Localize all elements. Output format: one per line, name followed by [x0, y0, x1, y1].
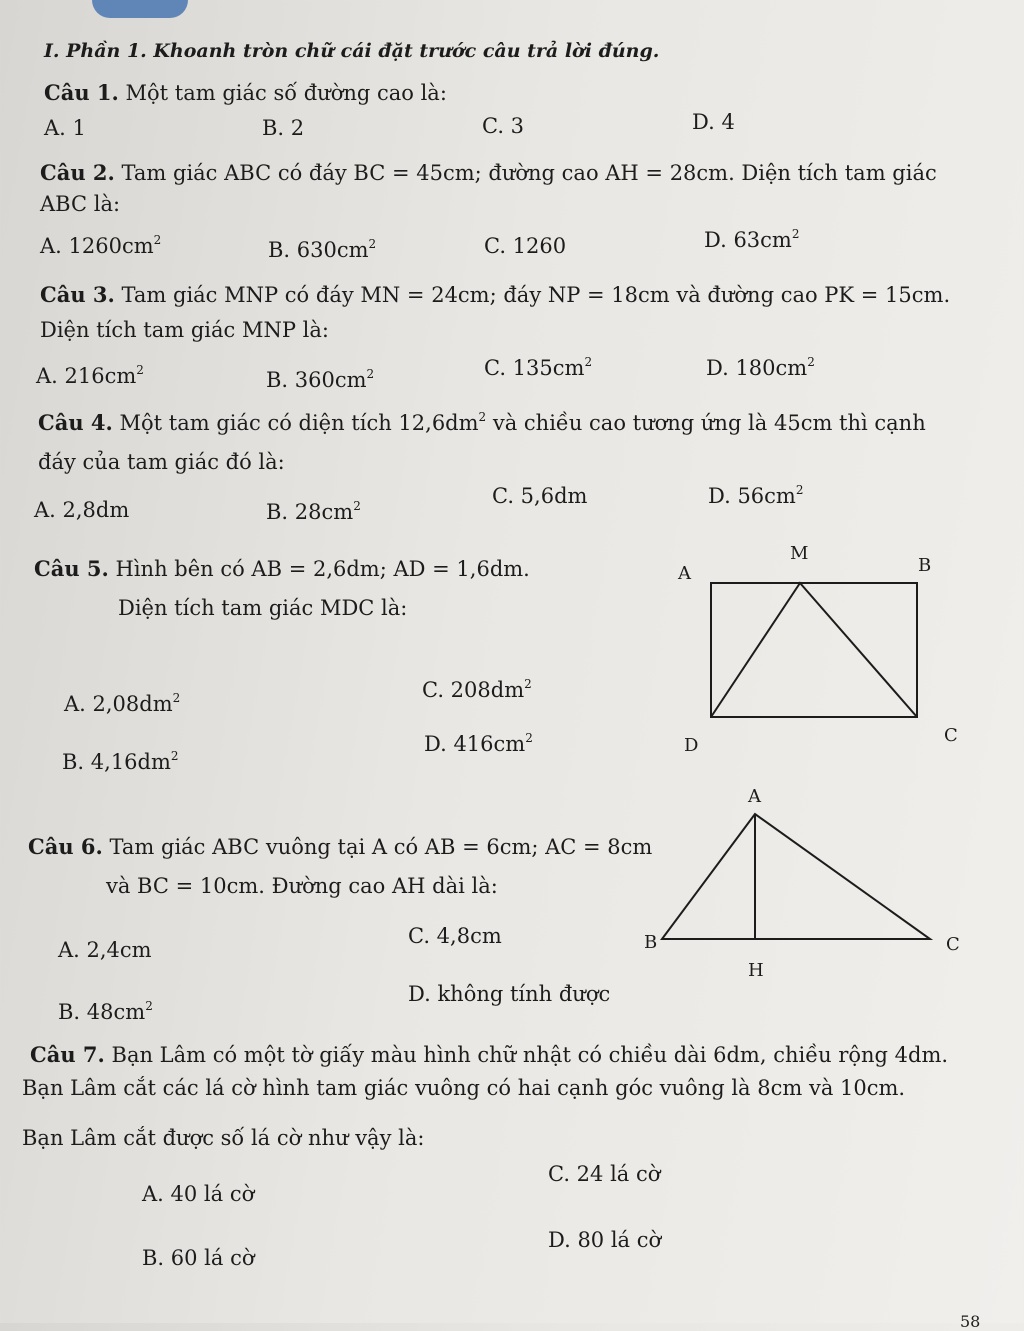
question-4-line1: Một tam giác có diện tích 12,6dm [119, 411, 479, 435]
q5-option-a-sup: 2 [172, 691, 181, 705]
q5-option-d-text: D. 416cm [424, 732, 526, 756]
q2-option-c-text: C. 1260 [484, 234, 567, 258]
q2-option-b[interactable] [268, 237, 377, 262]
q5-option-b-text: B. 4,16dm [62, 750, 171, 774]
q3-option-b-text: B. 360cm [266, 368, 367, 392]
q3-option-d[interactable] [706, 355, 815, 380]
q4-option-b-text: B. 28cm [266, 500, 354, 524]
question-3 [40, 284, 950, 306]
q6-option-a[interactable] [58, 940, 152, 961]
q1-option-c[interactable]: C. 3 [482, 114, 525, 138]
question-1-label: Câu 1. [44, 80, 119, 105]
q4-option-a[interactable] [34, 500, 129, 521]
question-1 [44, 82, 447, 104]
q6-label-h: H [748, 960, 764, 981]
q6-option-c-text: C. 4,8cm [408, 924, 502, 948]
q3-option-c-text: C. 135cm [484, 356, 585, 380]
question-4-line1-sup: 2 [478, 410, 487, 424]
question-2-line1: Tam giác ABC có đáy BC = 45cm; đường cao AH = 28cm. Diện tích tam giác [121, 161, 937, 185]
question-3-label: Câu 3. [40, 282, 115, 307]
q2-option-b-sup: 2 [368, 237, 377, 251]
q2-option-b-text: B. 630cm [268, 238, 369, 262]
q5-label-d: D [684, 735, 699, 756]
question-2-line2: ABC là: [40, 192, 121, 216]
q2-option-a-sup: 2 [153, 233, 162, 247]
q7-option-b[interactable]: B. 60 lá cờ [142, 1246, 255, 1270]
q4-option-c-text: C. 5,6dm [492, 484, 588, 508]
q3-option-a-sup: 2 [136, 363, 144, 377]
question-7-line2: Bạn Lâm cắt các lá cờ hình tam giác vuông có hai cạnh góc vuông là 8cm và 10cm. [22, 1076, 906, 1100]
q3-option-b-sup: 2 [366, 367, 375, 381]
q2-option-a-text: A. 1260cm [40, 234, 154, 258]
q6-option-a-text: A. 2,4cm [58, 938, 152, 962]
question-3-line1: Tam giác MNP có đáy MN = 24cm; đáy NP = 18cm và đường cao PK = 15cm. [121, 283, 951, 307]
q6-option-b[interactable] [58, 999, 153, 1024]
rectangle-abcd [711, 583, 917, 717]
q1-option-a[interactable]: A. 1 [44, 116, 86, 140]
q2-option-c[interactable] [484, 236, 566, 257]
q2-option-d[interactable] [704, 227, 800, 252]
question-7-line3: Bạn Lâm cắt được số lá cờ như vậy là: [22, 1126, 425, 1150]
q6-option-d[interactable] [408, 984, 610, 1005]
q6-label-b: B [644, 932, 658, 953]
q6-option-c[interactable] [408, 926, 502, 947]
q5-rectangle-figure [660, 535, 980, 770]
q5-option-a[interactable] [64, 691, 181, 716]
q6-triangle-figure [640, 782, 980, 982]
q6-label-c: C [946, 934, 960, 955]
question-2 [40, 162, 937, 184]
question-4-line2: đáy của tam giác đó là: [38, 450, 285, 474]
q3-option-d-sup: 2 [807, 355, 815, 369]
page-number: 58 [960, 1312, 981, 1331]
q5-option-b-sup: 2 [170, 749, 179, 763]
q2-option-d-sup: 2 [791, 227, 800, 241]
q5-option-c-text: C. 208dm [422, 678, 525, 702]
q6-option-b-text: B. 48cm [58, 1000, 146, 1024]
triangle-mdc-edges [711, 583, 917, 717]
question-7-line1: Bạn Lâm có một tờ giấy màu hình chữ nhật có chiều dài 6dm, chiều rộng 4dm. [111, 1043, 949, 1067]
q5-label-c: C [944, 725, 958, 746]
q3-option-a[interactable] [36, 363, 144, 388]
q4-option-c[interactable] [492, 486, 587, 507]
question-3-line2: Diện tích tam giác MNP là: [40, 318, 329, 342]
section-title: I. Phần 1. Khoanh tròn chữ cái đặt trước câu trả lời đúng. [44, 40, 660, 62]
q7-option-c[interactable]: C. 24 lá cờ [548, 1162, 661, 1186]
q4-option-b-sup: 2 [353, 499, 361, 513]
question-5 [34, 558, 530, 580]
triangle-abc [662, 814, 930, 939]
q6-option-b-sup: 2 [145, 999, 153, 1013]
q3-option-a-text: A. 216cm [36, 364, 137, 388]
q1-option-d[interactable]: D. 4 [692, 110, 735, 134]
question-7-label: Câu 7. [30, 1042, 105, 1067]
q3-option-d-text: D. 180cm [706, 356, 808, 380]
q5-label-a: A [678, 563, 691, 584]
q7-option-a[interactable]: A. 40 lá cờ [142, 1182, 255, 1206]
q5-option-a-text: A. 2,08dm [64, 692, 173, 716]
q4-option-a-text: A. 2,8dm [34, 498, 130, 522]
q4-option-b[interactable] [266, 499, 361, 524]
q5-option-c[interactable] [422, 677, 532, 702]
question-4 [38, 412, 926, 434]
q1-option-b[interactable]: B. 2 [262, 116, 305, 140]
q5-label-m: M [790, 543, 809, 564]
question-6-label: Câu 6. [28, 834, 103, 859]
question-5-line2: Diện tích tam giác MDC là: [118, 596, 408, 620]
q5-option-d-sup: 2 [525, 731, 533, 745]
question-5-label: Câu 5. [34, 556, 109, 581]
q6-label-a: A [748, 786, 761, 807]
q4-option-d-sup: 2 [795, 483, 804, 497]
q7-option-d[interactable]: D. 80 lá cờ [548, 1228, 662, 1252]
q2-option-d-text: D. 63cm [704, 228, 792, 252]
question-7 [30, 1044, 948, 1066]
q5-option-b[interactable] [62, 749, 179, 774]
question-6-line2: và BC = 10cm. Đường cao AH dài là: [106, 874, 498, 898]
q3-option-c-sup: 2 [584, 355, 593, 369]
school-logo [92, 0, 188, 18]
q4-option-d[interactable] [708, 483, 804, 508]
question-4-line1-rest: và chiều cao tương ứng là 45cm thì cạnh [486, 411, 926, 435]
question-6-line1: Tam giác ABC vuông tại A có AB = 6cm; AC = 8cm [109, 835, 653, 859]
question-4-label: Câu 4. [38, 410, 113, 435]
q2-option-a[interactable] [40, 233, 162, 258]
q3-option-c[interactable] [484, 355, 593, 380]
question-6 [28, 836, 652, 858]
question-2-label: Câu 2. [40, 160, 115, 185]
question-1-text: Một tam giác số đường cao là: [125, 81, 447, 105]
q5-option-d[interactable] [424, 731, 533, 756]
q4-option-d-text: D. 56cm [708, 484, 796, 508]
q5-label-b: B [918, 555, 932, 576]
q3-option-b[interactable] [266, 367, 375, 392]
question-5-line1: Hình bên có AB = 2,6dm; AD = 1,6dm. [115, 557, 530, 581]
q6-option-d-text: D. không tính được [408, 982, 611, 1006]
q5-option-c-sup: 2 [524, 677, 532, 691]
